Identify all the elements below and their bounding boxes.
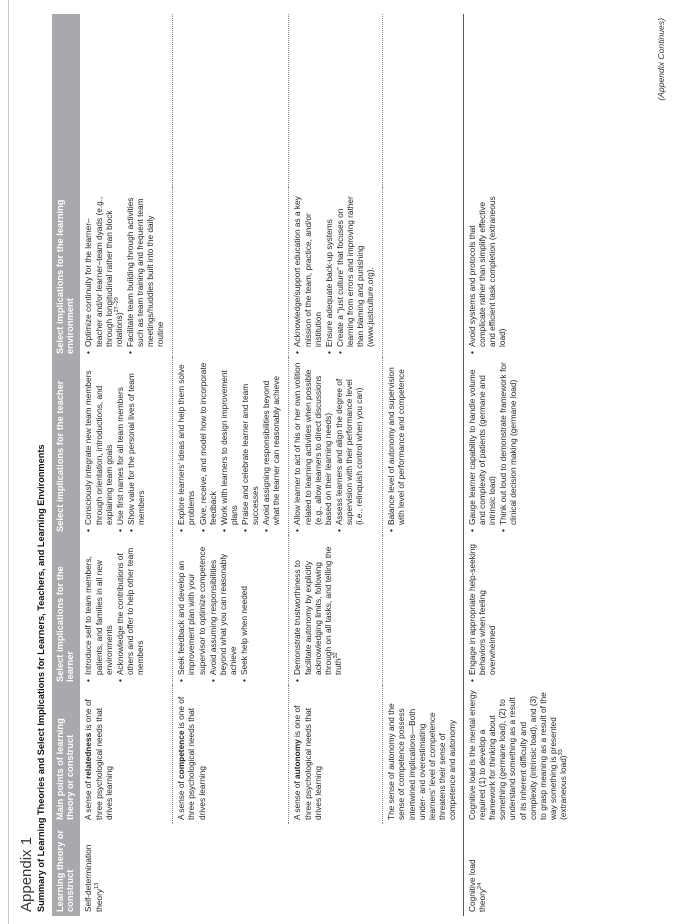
table-row xyxy=(464,14,575,916)
theory-cell xyxy=(464,824,575,916)
environment-bullet: • Facilitate team building through activities such as team training and frequent team meetings/huddles built into the daily routine xyxy=(125,192,165,354)
learner-bullet: • Avoid assuming responsibilities beyond what you can reasonably achieve xyxy=(208,540,238,682)
teacher-bullet: • Work with learners to design improvement plans xyxy=(219,362,239,532)
theory-cell xyxy=(80,824,172,916)
table-row xyxy=(80,14,172,916)
main-text: is one of three psychological needs that drives learning xyxy=(176,696,207,820)
environment-bullet xyxy=(83,192,123,354)
table-header xyxy=(52,14,80,916)
teacher-cell xyxy=(80,358,172,536)
theory-cell xyxy=(383,824,464,916)
environment-cell xyxy=(80,188,172,358)
teacher-cell xyxy=(383,358,464,536)
environment-cell xyxy=(289,188,383,358)
environment-cell xyxy=(173,188,289,358)
table-row xyxy=(383,14,464,916)
spacer-cell xyxy=(464,14,575,188)
appendix-continues-note: (Appendix Continues) xyxy=(656,18,666,101)
teacher-bullet: • Use first names for all team members xyxy=(115,362,125,532)
learner-cell xyxy=(80,536,172,686)
teacher-bullet: • Avoid assigning responsibilities beyond what the learner can reasonably achieve xyxy=(261,362,281,532)
teacher-bullet: • Explore learners’ ideas and help them solve problems xyxy=(176,362,196,532)
main-points-cell: The sense of autonomy and the sense of competence possess intertwined implications—Both under- and overestimating learners’ level of competence threatens their sense of competence and autonomy xyxy=(383,686,464,824)
teacher-bullet: • Balance level of autonomy and supervision with level of performance and competence xyxy=(386,362,406,532)
teacher-bullet: • Consciously integrate new team members through orientation, introductions, and explaining team goals xyxy=(83,362,113,532)
teacher-bullet: • Praise and celebrate learner and team successes xyxy=(240,362,260,532)
learner-cell xyxy=(173,536,289,686)
main-points-cell xyxy=(80,686,172,824)
environment-text: Optimize continuity for the learner–teacher and/or learner–team dyads (e.g., through longitudinal rather than block rotations) xyxy=(83,196,124,347)
table-row xyxy=(173,14,289,916)
main-text: A sense of xyxy=(292,778,303,820)
environment-citation: 27–29 xyxy=(114,297,120,313)
learner-cell xyxy=(383,536,464,686)
theory-name: Cognitive load theory xyxy=(467,859,488,912)
header-main-points: Main points of learning theory or construct xyxy=(52,686,80,824)
learner-bullet: • Engage in appropriate help-seeking behaviors when feeling overwhelmed xyxy=(467,540,497,682)
theory-cell xyxy=(289,824,383,916)
header-learning-theory: Learning theory or construct xyxy=(52,824,80,916)
header-teacher-implications: Select implications for the teacher xyxy=(52,358,80,536)
spacer-cell xyxy=(80,14,172,188)
environment-cell xyxy=(383,188,464,358)
learner-cell xyxy=(289,536,383,686)
teacher-bullet: • Gauge learner capability to handle volume and complexity of patients (germane and intrinsic load) xyxy=(467,362,497,532)
theory-citation: 13 xyxy=(93,882,100,889)
main-points-cell xyxy=(464,686,575,824)
page-edge-rule xyxy=(8,0,9,924)
teacher-bullet: • Give, receive, and model how to incorporate feedback xyxy=(198,362,218,532)
teacher-bullet: • Think out loud to demonstrate framework for clinical decision making (germane load) xyxy=(498,362,518,532)
theory-citation: 24 xyxy=(477,882,484,889)
teacher-bullet: • Assess learners and align the degree of supervision with their performance level (i.e., relinquish control when you can) xyxy=(334,362,364,532)
theory-cell xyxy=(173,824,289,916)
main-text: Cognitive load is the mental energy required (1) to develop a framework for thinking about something (germane load), (2) to understand something as a result of its inherent difficulty and complexity (intrinsic load), and (3) to grasp meaning as a result of the way something is presented (extraneous load) xyxy=(467,690,569,820)
learner-cell xyxy=(464,536,575,686)
main-points-cell xyxy=(289,686,383,824)
environment-bullet: • Avoid systems and protocols that complicate rather than simplify effective and efficient task completion (extraneous load) xyxy=(467,192,507,354)
key-term: relatedness xyxy=(83,732,94,779)
main-text: A sense of xyxy=(83,778,94,820)
main-citation: 33 xyxy=(558,749,565,756)
spacer-cell xyxy=(289,14,383,188)
teacher-cell xyxy=(464,358,575,536)
spacer-cell xyxy=(173,14,289,188)
environment-bullet: • Ensure adequate back-up systems xyxy=(324,192,334,354)
main-text: A sense of xyxy=(176,778,187,820)
learner-text: Demonstrate trustworthiness to facilitate autonomy by explicitly acknowledging limits, following through on all tasks, and telling the truth xyxy=(292,546,343,675)
learner-bullet: • Introduce self to team members, patients, and families in all new environments xyxy=(83,540,113,682)
environment-bullet: • Create a “just culture” that focuses on learning from errors and improving rather than blaming and punishing (www.justculture.org). xyxy=(335,192,375,354)
environment-cell xyxy=(464,188,575,358)
learner-citation: 32 xyxy=(333,652,340,659)
learner-bullet: • Acknowledge the contributions of others and offer to help other team members xyxy=(115,540,145,682)
learner-bullet: • Seek help when needed xyxy=(239,540,249,682)
key-term: competence xyxy=(176,730,187,779)
theory-name: Self-determination theory xyxy=(83,844,104,912)
appendix-title: Appendix 1 xyxy=(18,836,35,912)
table-row xyxy=(289,14,383,916)
key-term: autonomy xyxy=(292,739,303,779)
header-spacer xyxy=(52,14,80,188)
environment-bullet: • Acknowledge/support education as a key mission of the team, practice, and/or institution xyxy=(292,192,322,354)
table-caption: Summary of Learning Theories and Select Implications for Learners, Teachers, and Learning Environments xyxy=(36,444,46,912)
learning-theories-table xyxy=(52,14,574,916)
teacher-cell xyxy=(173,358,289,536)
main-text: is one of three psychological needs that drives learning xyxy=(83,699,114,820)
main-text: is one of three psychological needs that drives learning xyxy=(292,705,323,820)
teacher-bullet: • Show value for the personal lives of team members xyxy=(126,362,146,532)
spacer-cell xyxy=(383,14,464,188)
teacher-cell xyxy=(289,358,383,536)
teacher-bullet: • Allow learner to act of his or her own volition related to learning activities when possible (e.g., allow learners to direct discussions based on their learning needs) xyxy=(292,362,332,532)
header-environment-implications: Select implications for the learning environment xyxy=(52,188,80,358)
learner-bullet xyxy=(292,540,343,682)
header-learner-implications: Select implications for the learner xyxy=(52,536,80,686)
learner-bullet: • Seek feedback and develop an improvement plan with your supervisor to optimize competence xyxy=(176,540,206,682)
main-points-cell xyxy=(173,686,289,824)
